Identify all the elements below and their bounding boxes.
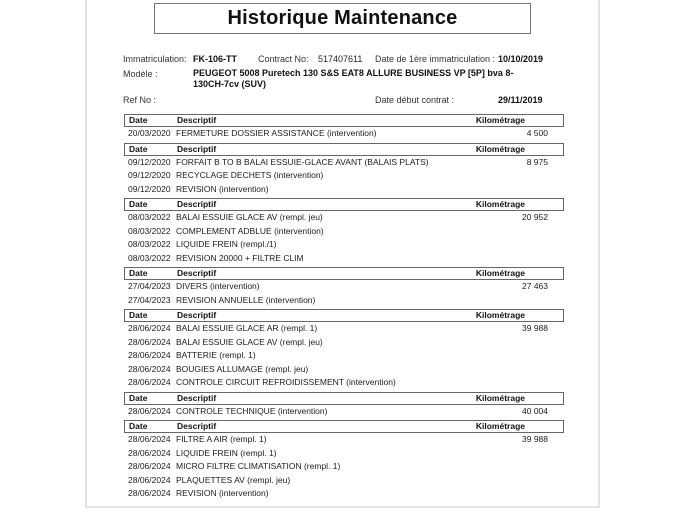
section-header-row	[124, 392, 564, 405]
row-date: 28/06/2024	[128, 377, 171, 387]
table-row	[124, 433, 564, 447]
col-header-date: Date	[129, 310, 148, 320]
row-kilometrage: 20 952	[522, 212, 548, 222]
col-header-descriptif: Descriptif	[177, 143, 217, 154]
contract-no-value: 517407611	[318, 54, 363, 64]
contract-start-value: 29/11/2019	[498, 95, 543, 105]
table-row	[124, 487, 564, 501]
table-row	[124, 376, 564, 390]
contract-no-label: Contract No:	[258, 54, 309, 64]
table-row	[124, 294, 564, 308]
maintenance-sections	[124, 114, 564, 501]
section-header-row	[124, 114, 564, 127]
row-date: 28/06/2024	[128, 461, 171, 471]
col-header-date: Date	[129, 143, 148, 154]
col-header-date: Date	[129, 421, 148, 431]
row-descriptif: RECYCLAGE DECHETS (intervention)	[176, 170, 324, 180]
row-descriptif: LIQUIDE FREIN (rempl./1)	[176, 239, 277, 249]
col-header-descriptif: Descriptif	[177, 421, 217, 431]
immatriculation-label: Immatriculation:	[123, 54, 187, 64]
row-kilometrage	[454, 363, 564, 377]
maintenance-section-6	[124, 392, 564, 419]
row-kilometrage	[454, 460, 564, 474]
row-descriptif: REVISION ANNUELLE (intervention)	[176, 294, 316, 305]
row-date: 09/12/2020	[128, 156, 171, 167]
row-date: 27/04/2023	[128, 281, 171, 291]
row-descriptif: MICRO FILTRE CLIMATISATION (rempl. 1)	[176, 461, 341, 471]
table-row	[124, 183, 564, 197]
row-descriptif: REVISION (intervention)	[176, 488, 269, 498]
row-kilometrage	[454, 225, 564, 239]
page-title: Historique Maintenance	[227, 7, 458, 29]
row-date: 08/03/2022	[128, 239, 171, 249]
col-header-date: Date	[129, 392, 148, 403]
meta-row-ref	[87, 94, 598, 106]
col-header-kilometrage: Kilométrage	[475, 143, 525, 154]
row-kilometrage: 40 004	[522, 405, 548, 416]
col-header-kilometrage: Kilométrage	[475, 392, 525, 403]
table-row	[124, 405, 564, 419]
row-kilometrage	[454, 183, 564, 197]
first-registration-value: 10/10/2019	[498, 54, 544, 64]
col-header-kilometrage: Kilométrage	[475, 199, 525, 209]
document-title-box	[154, 3, 531, 34]
row-descriptif: REVISION (intervention)	[176, 183, 269, 194]
section-header-row	[124, 143, 564, 156]
section-header-row	[124, 420, 564, 433]
row-kilometrage	[454, 474, 564, 488]
row-date: 28/06/2024	[128, 434, 171, 444]
row-date: 28/06/2024	[128, 363, 171, 374]
document-page	[85, 0, 600, 508]
row-descriptif: COMPLEMENT ADBLUE (intervention)	[176, 225, 324, 236]
row-descriptif: BALAI ESSUIE GLACE AV (rempl. jeu)	[176, 212, 323, 222]
row-kilometrage: 39 988	[522, 434, 548, 444]
meta-row-model	[87, 68, 598, 90]
row-kilometrage	[454, 487, 564, 501]
first-registration-label: Date de 1ère immatriculation :	[375, 54, 496, 64]
table-row	[124, 447, 564, 461]
row-descriptif: BATTERIE (rempl. 1)	[176, 350, 256, 360]
maintenance-section-7	[124, 420, 564, 501]
row-kilometrage	[454, 169, 564, 183]
row-kilometrage	[454, 336, 564, 350]
row-kilometrage	[454, 349, 564, 363]
row-date: 28/06/2024	[128, 405, 171, 416]
table-row	[124, 280, 564, 294]
col-header-kilometrage: Kilométrage	[475, 115, 525, 125]
row-date: 20/03/2020	[128, 128, 171, 138]
col-header-descriptif: Descriptif	[177, 392, 217, 403]
row-descriptif: PLAQUETTES AV (rempl. jeu)	[176, 474, 291, 485]
row-descriptif: BALAI ESSUIE GLACE AR (rempl. 1)	[176, 323, 318, 333]
maintenance-section-5	[124, 309, 564, 390]
row-descriptif: CONTROLE TECHNIQUE (intervention)	[176, 405, 328, 416]
table-row	[124, 474, 564, 488]
row-descriptif: FERMETURE DOSSIER ASSISTANCE (intervention)	[176, 128, 377, 138]
row-kilometrage: 4 500	[526, 128, 548, 138]
row-kilometrage: 39 988	[522, 323, 548, 333]
table-row	[124, 349, 564, 363]
row-date: 09/12/2020	[128, 170, 171, 180]
col-header-descriptif: Descriptif	[177, 268, 217, 278]
row-descriptif: DIVERS (intervention)	[176, 281, 260, 291]
row-date: 28/06/2024	[128, 488, 171, 498]
row-date: 09/12/2020	[128, 183, 171, 194]
col-header-kilometrage: Kilométrage	[475, 268, 525, 278]
row-descriptif: BOUGIES ALLUMAGE (rempl. jeu)	[176, 363, 309, 374]
table-row	[124, 169, 564, 183]
row-kilometrage	[454, 294, 564, 308]
vehicle-meta	[87, 53, 598, 106]
table-row	[124, 322, 564, 336]
col-header-date: Date	[129, 268, 148, 278]
table-row	[124, 460, 564, 474]
contract-start-label: Date début contrat :	[375, 95, 455, 105]
row-kilometrage	[454, 376, 564, 390]
maintenance-section-3	[124, 198, 564, 265]
table-row	[124, 363, 564, 377]
immatriculation-value: FK-106-TT	[193, 54, 238, 64]
table-row	[124, 252, 564, 266]
row-date: 28/06/2024	[128, 350, 171, 360]
row-kilometrage	[454, 447, 564, 461]
ref-no-label: Ref No :	[123, 95, 157, 105]
col-header-date: Date	[129, 115, 148, 125]
model-value: PEUGEOT 5008 Puretech 130 S&S EAT8 ALLURE BUSINESS VP [5P] bva 8-130CH-7cv (SUV)	[193, 68, 514, 89]
col-header-kilometrage: Kilométrage	[475, 421, 525, 431]
model-label: Modèle :	[123, 69, 158, 79]
row-kilometrage	[454, 252, 564, 266]
col-header-date: Date	[129, 199, 148, 209]
row-kilometrage	[454, 238, 564, 252]
row-descriptif: CONTROLE CIRCUIT REFROIDISSEMENT (intervention)	[176, 377, 396, 387]
table-row	[124, 211, 564, 225]
row-date: 28/06/2024	[128, 336, 171, 347]
col-header-kilometrage: Kilométrage	[475, 310, 525, 320]
section-header-row	[124, 198, 564, 211]
col-header-descriptif: Descriptif	[177, 310, 217, 320]
row-date: 27/04/2023	[128, 294, 171, 305]
table-row	[124, 156, 564, 170]
row-descriptif: FORFAIT B TO B BALAI ESSUIE-GLACE AVANT (BALAIS PLATS)	[176, 156, 429, 167]
row-date: 08/03/2022	[128, 212, 171, 222]
row-date: 28/06/2024	[128, 474, 171, 485]
table-row	[124, 127, 564, 141]
row-descriptif: REVISION 20000 + FILTRE CLIM	[176, 252, 304, 263]
row-descriptif: FILTRE A AIR (rempl. 1)	[176, 434, 267, 444]
row-kilometrage: 8 975	[526, 156, 548, 167]
row-date: 08/03/2022	[128, 252, 171, 263]
row-date: 08/03/2022	[128, 225, 171, 236]
maintenance-section-1	[124, 114, 564, 141]
section-header-row	[124, 309, 564, 322]
table-row	[124, 336, 564, 350]
section-header-row	[124, 267, 564, 280]
row-kilometrage: 27 463	[522, 281, 548, 291]
maintenance-section-4	[124, 267, 564, 307]
table-row	[124, 238, 564, 252]
meta-row-registration	[87, 53, 598, 65]
row-date: 28/06/2024	[128, 323, 171, 333]
col-header-descriptif: Descriptif	[177, 115, 217, 125]
row-date: 28/06/2024	[128, 447, 171, 458]
table-row	[124, 225, 564, 239]
maintenance-section-2	[124, 143, 564, 197]
row-descriptif: LIQUIDE FREIN (rempl. 1)	[176, 447, 277, 458]
row-descriptif: BALAI ESSUIE GLACE AV (rempl. jeu)	[176, 336, 323, 347]
col-header-descriptif: Descriptif	[177, 199, 217, 209]
